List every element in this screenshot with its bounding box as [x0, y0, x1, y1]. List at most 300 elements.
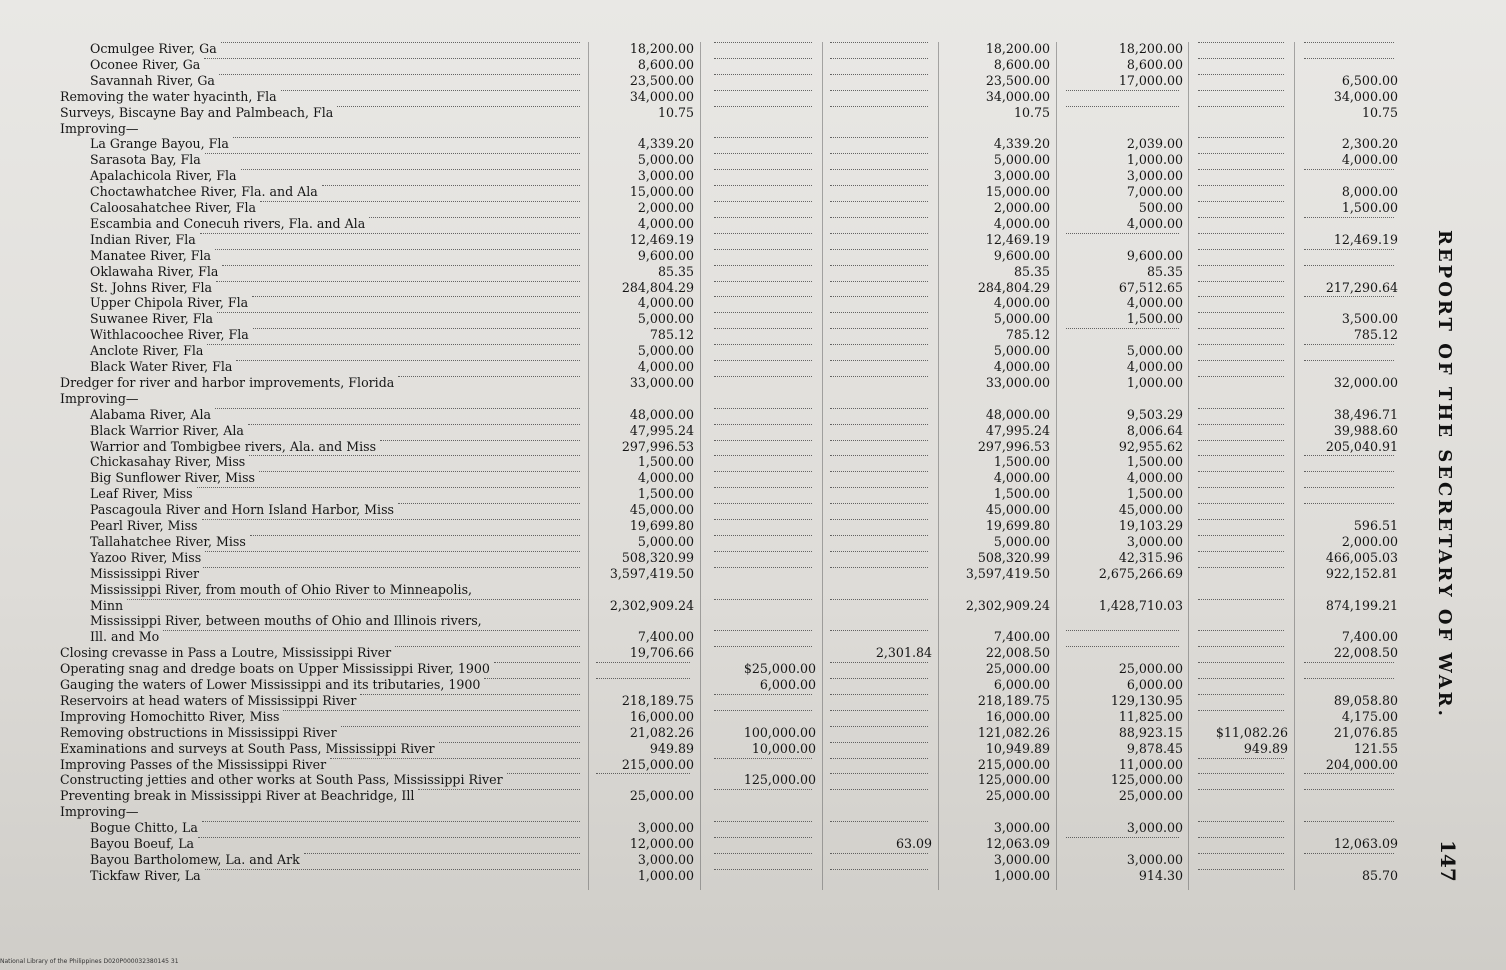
amount-cell: 125,000.00 [743, 772, 816, 788]
amount-cell: 215,000.00 [621, 756, 694, 772]
empty-cell-leader [1304, 471, 1394, 473]
empty-cell-leader [1066, 630, 1179, 632]
amount-cell: 2,000.00 [1341, 533, 1398, 549]
page-number: 147 [1436, 840, 1460, 882]
table-row [0, 567, 1410, 581]
empty-cell-leader [1198, 265, 1284, 267]
table-row [0, 694, 1410, 708]
empty-cell-leader [1198, 869, 1284, 871]
row-label: Mississippi River, between mouths of Ohio and Illinois rivers, [90, 613, 482, 629]
empty-cell-leader [714, 487, 812, 489]
empty-cell-leader [830, 328, 928, 330]
amount-cell: 12,469.19 [629, 231, 694, 247]
empty-cell-leader [1198, 217, 1284, 219]
amount-cell: 949.89 [1243, 740, 1288, 756]
amount-cell: 16,000.00 [629, 708, 694, 724]
table-row [0, 805, 1410, 819]
amount-cell: 914.30 [1138, 867, 1183, 883]
dot-leader [252, 296, 580, 298]
empty-cell-leader [830, 773, 928, 775]
table-row [0, 392, 1410, 406]
amount-cell: 12,469.19 [985, 231, 1050, 247]
dot-leader [398, 376, 580, 378]
amount-cell: 9,600.00 [1126, 247, 1183, 263]
empty-cell-leader [596, 662, 690, 664]
dot-leader [233, 137, 580, 139]
amount-cell: 4,000.00 [1126, 359, 1183, 374]
empty-cell-leader [1066, 328, 1179, 330]
amount-cell: 4,000.00 [637, 359, 694, 374]
amount-cell: 21,082.26 [629, 724, 694, 740]
empty-cell-leader [830, 455, 928, 457]
amount-cell: 34,000.00 [985, 88, 1050, 104]
amount-cell: 1,500.00 [637, 454, 694, 470]
empty-cell-leader [830, 821, 928, 823]
empty-cell-leader [1304, 249, 1394, 251]
row-label: Caloosahatchee River, Fla [90, 200, 257, 215]
amount-cell: 33,000.00 [629, 374, 694, 390]
empty-cell-leader [1198, 503, 1284, 505]
amount-cell: 3,597,419.50 [965, 565, 1050, 581]
empty-cell-leader [1304, 821, 1394, 823]
amount-cell: 34,000.00 [1333, 88, 1398, 104]
dot-leader [507, 773, 580, 775]
empty-cell-leader [1198, 185, 1284, 187]
table-row [0, 487, 1410, 501]
row-label: Improving Homochitto River, Miss [60, 708, 280, 724]
amount-cell: 12,469.19 [1333, 231, 1398, 247]
amount-cell: 12,063.09 [1333, 836, 1398, 851]
amount-cell: 4,339.20 [637, 136, 694, 152]
amount-cell: 125,000.00 [977, 772, 1050, 788]
amount-cell: 11,000.00 [1118, 756, 1183, 772]
table-row [0, 551, 1410, 565]
empty-cell-leader [830, 360, 928, 362]
row-label: Gauging the waters of Lower Mississippi and its tributaries, 1900 [60, 677, 481, 692]
row-label: Bayou Boeuf, La [90, 836, 195, 851]
empty-cell-leader [1198, 408, 1284, 410]
dot-leader [395, 646, 580, 648]
amount-cell: 922,152.81 [1325, 565, 1398, 581]
amount-cell: 6,000.00 [759, 677, 816, 692]
empty-cell-leader [1304, 217, 1394, 219]
amount-cell: 9,878.45 [1126, 740, 1183, 756]
amount-cell: 205,040.91 [1325, 438, 1398, 454]
empty-cell-leader [714, 440, 812, 442]
empty-cell-leader [714, 710, 812, 712]
amount-cell: 3,000.00 [637, 851, 694, 867]
dot-leader [341, 726, 580, 728]
table-row [0, 821, 1410, 835]
row-label: Bayou Bartholomew, La. and Ark [90, 851, 300, 867]
amount-cell: 508,320.99 [621, 549, 694, 565]
amount-cell: 25,000.00 [985, 661, 1050, 677]
empty-cell-leader [830, 503, 928, 505]
empty-cell-leader [714, 535, 812, 537]
empty-cell-leader [1066, 837, 1179, 839]
amount-cell: 297,996.53 [977, 438, 1050, 454]
row-label: Closing crevasse in Pass a Loutre, Mississippi River [60, 645, 392, 661]
empty-cell-leader [830, 344, 928, 346]
amount-cell: 4,175.00 [1341, 708, 1398, 724]
row-label: Removing obstructions in Mississippi River [60, 724, 337, 740]
row-label: Improving— [60, 804, 139, 820]
empty-cell-leader [714, 360, 812, 362]
dot-leader [360, 694, 580, 696]
amount-cell: 1,000.00 [1126, 374, 1183, 390]
amount-cell: 85.35 [657, 263, 694, 279]
row-label: Yazoo River, Miss [90, 549, 202, 565]
amount-cell: 5,000.00 [637, 152, 694, 168]
empty-cell-leader [714, 376, 812, 378]
dot-leader [330, 758, 580, 760]
empty-cell-leader [714, 296, 812, 298]
empty-cell-leader [830, 487, 928, 489]
amount-cell: 23,500.00 [629, 72, 694, 88]
amount-cell: 85.70 [1361, 867, 1398, 883]
row-label: Improving— [60, 120, 139, 136]
dot-leader [205, 869, 580, 871]
amount-cell: 38,496.71 [1333, 406, 1398, 422]
empty-cell-leader [830, 169, 928, 171]
amount-cell: 85.35 [1013, 263, 1050, 279]
empty-cell-leader [830, 599, 928, 601]
amount-cell: 204,000.00 [1325, 756, 1398, 772]
empty-cell-leader [1304, 662, 1394, 664]
empty-cell-leader [714, 694, 812, 696]
amount-cell: 2,000.00 [637, 200, 694, 215]
empty-cell-leader [714, 551, 812, 553]
empty-cell-leader [1198, 440, 1284, 442]
table-row [0, 217, 1410, 231]
empty-cell-leader [1198, 106, 1284, 108]
empty-cell-leader [830, 424, 928, 426]
empty-cell-leader [1198, 249, 1284, 251]
amount-cell: 85.35 [1146, 263, 1183, 279]
empty-cell-leader [1198, 758, 1284, 760]
amount-cell: 2,302,909.24 [965, 597, 1050, 613]
amount-cell: 11,825.00 [1118, 708, 1183, 724]
empty-cell-leader [714, 312, 812, 314]
empty-cell-leader [830, 471, 928, 473]
empty-cell-leader [714, 58, 812, 60]
amount-cell: 2,302,909.24 [609, 597, 694, 613]
amount-cell: 19,706.66 [629, 645, 694, 661]
empty-cell-leader [1198, 344, 1284, 346]
dot-leader [236, 360, 580, 362]
dot-leader [222, 265, 580, 267]
empty-cell-leader [830, 710, 928, 712]
amount-cell: 785.12 [1005, 327, 1050, 343]
row-label: Reservoirs at head waters of Mississippi River [60, 692, 357, 708]
amount-cell: 284,804.29 [977, 279, 1050, 295]
empty-cell-leader [830, 742, 928, 744]
table-row [0, 233, 1410, 247]
empty-cell-leader [830, 217, 928, 219]
amount-cell: 3,000.00 [637, 168, 694, 184]
table-row [0, 328, 1410, 342]
table-row [0, 74, 1410, 88]
amount-cell: 17,000.00 [1118, 72, 1183, 88]
empty-cell-leader [1066, 646, 1179, 648]
empty-cell-leader [830, 869, 928, 871]
table-row [0, 599, 1410, 613]
empty-cell-leader [1198, 789, 1284, 791]
amount-cell: 10,949.89 [985, 740, 1050, 756]
amount-cell: 100,000.00 [743, 724, 816, 740]
empty-cell-leader [1304, 265, 1394, 267]
dot-leader [202, 519, 580, 521]
empty-cell-leader [830, 265, 928, 267]
dot-leader [217, 312, 580, 314]
row-label: Choctawhatchee River, Fla. and Ala [90, 184, 318, 200]
table-row [0, 201, 1410, 215]
table-row [0, 296, 1410, 310]
table-row [0, 471, 1410, 485]
row-label: Black Warrior River, Ala [90, 422, 244, 438]
amount-cell: 4,000.00 [637, 215, 694, 231]
empty-cell-leader [1198, 487, 1284, 489]
empty-cell-leader [1198, 599, 1284, 601]
amount-cell: 2,675,266.69 [1098, 565, 1183, 581]
amount-cell: 1,500.00 [993, 454, 1050, 470]
running-title: REPORT OF THE SECRETARY OF WAR. [1434, 230, 1455, 719]
table-row [0, 42, 1410, 56]
empty-cell-leader [1304, 169, 1394, 171]
empty-cell-leader [1198, 567, 1284, 569]
amount-cell: 3,597,419.50 [609, 565, 694, 581]
amount-cell: 5,000.00 [993, 533, 1050, 549]
empty-cell-leader [830, 678, 928, 680]
empty-cell-leader [1304, 487, 1394, 489]
empty-cell-leader [1304, 455, 1394, 457]
empty-cell-leader [830, 758, 928, 760]
empty-cell-leader [830, 249, 928, 251]
table-row [0, 583, 1410, 597]
amount-cell: 25,000.00 [629, 788, 694, 804]
amount-cell: 1,500.00 [1126, 454, 1183, 470]
empty-cell-leader [714, 281, 812, 283]
empty-cell-leader [1304, 42, 1394, 44]
table-row [0, 710, 1410, 724]
table-row [0, 630, 1410, 644]
table-row [0, 503, 1410, 517]
empty-cell-leader [830, 185, 928, 187]
amount-cell: 785.12 [649, 327, 694, 343]
empty-cell-leader [1304, 58, 1394, 60]
dot-leader [207, 344, 580, 346]
table-row [0, 265, 1410, 279]
amount-cell: 22,008.50 [985, 645, 1050, 661]
amount-cell: 5,000.00 [637, 343, 694, 359]
amount-cell: 6,000.00 [993, 677, 1050, 692]
empty-cell-leader [714, 185, 812, 187]
row-label: Escambia and Conecuh rivers, Fla. and Ala [90, 215, 366, 231]
amount-cell: 9,503.29 [1126, 406, 1183, 422]
dot-leader [198, 837, 580, 839]
amount-cell: 18,200.00 [985, 41, 1050, 56]
empty-cell-leader [830, 662, 928, 664]
amount-cell: 3,000.00 [1126, 820, 1183, 836]
empty-cell-leader [714, 646, 812, 648]
row-label: Improving— [60, 390, 139, 406]
row-label: Minn [90, 597, 124, 613]
empty-cell-leader [714, 42, 812, 44]
empty-cell-leader [1198, 773, 1284, 775]
dot-leader [418, 789, 580, 791]
table-row [0, 137, 1410, 151]
amount-cell: 5,000.00 [637, 533, 694, 549]
table-row [0, 853, 1410, 867]
table-row [0, 58, 1410, 72]
dot-leader [337, 106, 580, 108]
row-label: Tickfaw River, La [90, 867, 201, 883]
empty-cell-leader [1304, 773, 1394, 775]
empty-cell-leader [1198, 455, 1284, 457]
empty-cell-leader [830, 567, 928, 569]
dot-leader [215, 408, 580, 410]
amount-cell: 6,000.00 [1126, 677, 1183, 692]
amount-cell: 34,000.00 [629, 88, 694, 104]
row-label: Alabama River, Ala [90, 406, 212, 422]
table-row [0, 742, 1410, 756]
empty-cell-leader [714, 344, 812, 346]
empty-cell-leader [1198, 328, 1284, 330]
amount-cell: 1,000.00 [637, 867, 694, 883]
empty-cell-leader [1198, 74, 1284, 76]
amount-cell: 25,000.00 [1118, 661, 1183, 677]
amount-cell: 19,103.29 [1118, 518, 1183, 533]
amount-cell: 2,039.00 [1126, 136, 1183, 152]
empty-cell-leader [830, 201, 928, 203]
amount-cell: 33,000.00 [985, 374, 1050, 390]
row-label: Dredger for river and harbor improvements, Florida [60, 374, 395, 390]
amount-cell: 18,200.00 [1118, 41, 1183, 56]
empty-cell-leader [830, 408, 928, 410]
amount-cell: 8,600.00 [637, 56, 694, 72]
amount-cell: 9,600.00 [637, 247, 694, 263]
amount-cell: 121.55 [1353, 740, 1398, 756]
empty-cell-leader [714, 789, 812, 791]
empty-cell-leader [1198, 281, 1284, 283]
amount-cell: 1,000.00 [1126, 152, 1183, 168]
empty-cell-leader [1198, 90, 1284, 92]
table-row [0, 758, 1410, 772]
dot-leader [205, 551, 580, 553]
table-row [0, 153, 1410, 167]
empty-cell-leader [714, 567, 812, 569]
table-row [0, 312, 1410, 326]
amount-cell: 1,500.00 [1126, 486, 1183, 502]
row-label: Bogue Chitto, La [90, 820, 198, 836]
amount-cell: 67,512.65 [1118, 279, 1183, 295]
table-row [0, 869, 1410, 883]
empty-cell-leader [1066, 90, 1179, 92]
amount-cell: $11,082.26 [1215, 724, 1288, 740]
row-label: Improving Passes of the Mississippi River [60, 756, 327, 772]
empty-cell-leader [1198, 233, 1284, 235]
empty-cell-leader [714, 424, 812, 426]
row-label: Upper Chipola River, Fla [90, 295, 249, 311]
empty-cell-leader [1066, 233, 1179, 235]
empty-cell-leader [714, 853, 812, 855]
empty-cell-leader [714, 74, 812, 76]
row-label: Tallahatchee River, Miss [90, 533, 246, 549]
amount-cell: 4,000.00 [1126, 470, 1183, 486]
empty-cell-leader [830, 694, 928, 696]
empty-cell-leader [1198, 424, 1284, 426]
amount-cell: 7,000.00 [1126, 184, 1183, 200]
row-label: Big Sunflower River, Miss [90, 470, 256, 486]
row-label: St. Johns River, Fla [90, 279, 213, 295]
table-row [0, 662, 1410, 676]
table-row [0, 535, 1410, 549]
row-label: Chickasahay River, Miss [90, 454, 246, 470]
dot-leader [304, 853, 580, 855]
amount-cell: 5,000.00 [993, 343, 1050, 359]
amount-cell: 1,500.00 [637, 486, 694, 502]
empty-cell-leader [1304, 296, 1394, 298]
amount-cell: 3,000.00 [993, 851, 1050, 867]
dot-leader [241, 169, 580, 171]
dot-leader [204, 58, 580, 60]
empty-cell-leader [1198, 519, 1284, 521]
table-row [0, 646, 1410, 660]
dot-leader [163, 630, 580, 632]
row-label: Operating snag and dredge boats on Upper Mississippi River, 1900 [60, 661, 490, 677]
table-row [0, 185, 1410, 199]
table-row [0, 249, 1410, 263]
amount-cell: 21,076.85 [1333, 724, 1398, 740]
empty-cell-leader [1198, 312, 1284, 314]
row-label: Mississippi River [90, 565, 200, 581]
amount-cell: 466,005.03 [1325, 549, 1398, 565]
empty-cell-leader [1304, 360, 1394, 362]
amount-cell: 19,699.80 [629, 518, 694, 533]
amount-cell: 45,000.00 [1118, 502, 1183, 518]
empty-cell-leader [714, 630, 812, 632]
empty-cell-leader [1198, 646, 1284, 648]
amount-cell: 8,600.00 [993, 56, 1050, 72]
amount-cell: 16,000.00 [985, 708, 1050, 724]
table-row [0, 408, 1410, 422]
table-row [0, 90, 1410, 104]
amount-cell: 6,500.00 [1341, 72, 1398, 88]
empty-cell-leader [1304, 853, 1394, 855]
amount-cell: 18,200.00 [629, 41, 694, 56]
dot-leader [484, 678, 580, 680]
empty-cell-leader [1198, 360, 1284, 362]
amount-cell: 5,000.00 [993, 311, 1050, 327]
amount-cell: 5,000.00 [993, 152, 1050, 168]
amount-cell: 10.75 [657, 104, 694, 120]
empty-cell-leader [1198, 678, 1284, 680]
amount-cell: 48,000.00 [629, 406, 694, 422]
empty-cell-leader [714, 821, 812, 823]
amount-cell: 45,000.00 [985, 502, 1050, 518]
dot-leader [205, 153, 580, 155]
row-label: Pascagoula River and Horn Island Harbor, Miss [90, 502, 395, 518]
table-row [0, 678, 1410, 692]
empty-cell-leader [1198, 837, 1284, 839]
row-label: Constructing jetties and other works at South Pass, Mississippi River [60, 772, 503, 788]
empty-cell-leader [1304, 503, 1394, 505]
amount-cell: 2,301.84 [875, 645, 932, 661]
amount-cell: 88,923.15 [1118, 724, 1183, 740]
amount-cell: 3,000.00 [993, 820, 1050, 836]
amount-cell: 125,000.00 [1110, 772, 1183, 788]
empty-cell-leader [1198, 169, 1284, 171]
